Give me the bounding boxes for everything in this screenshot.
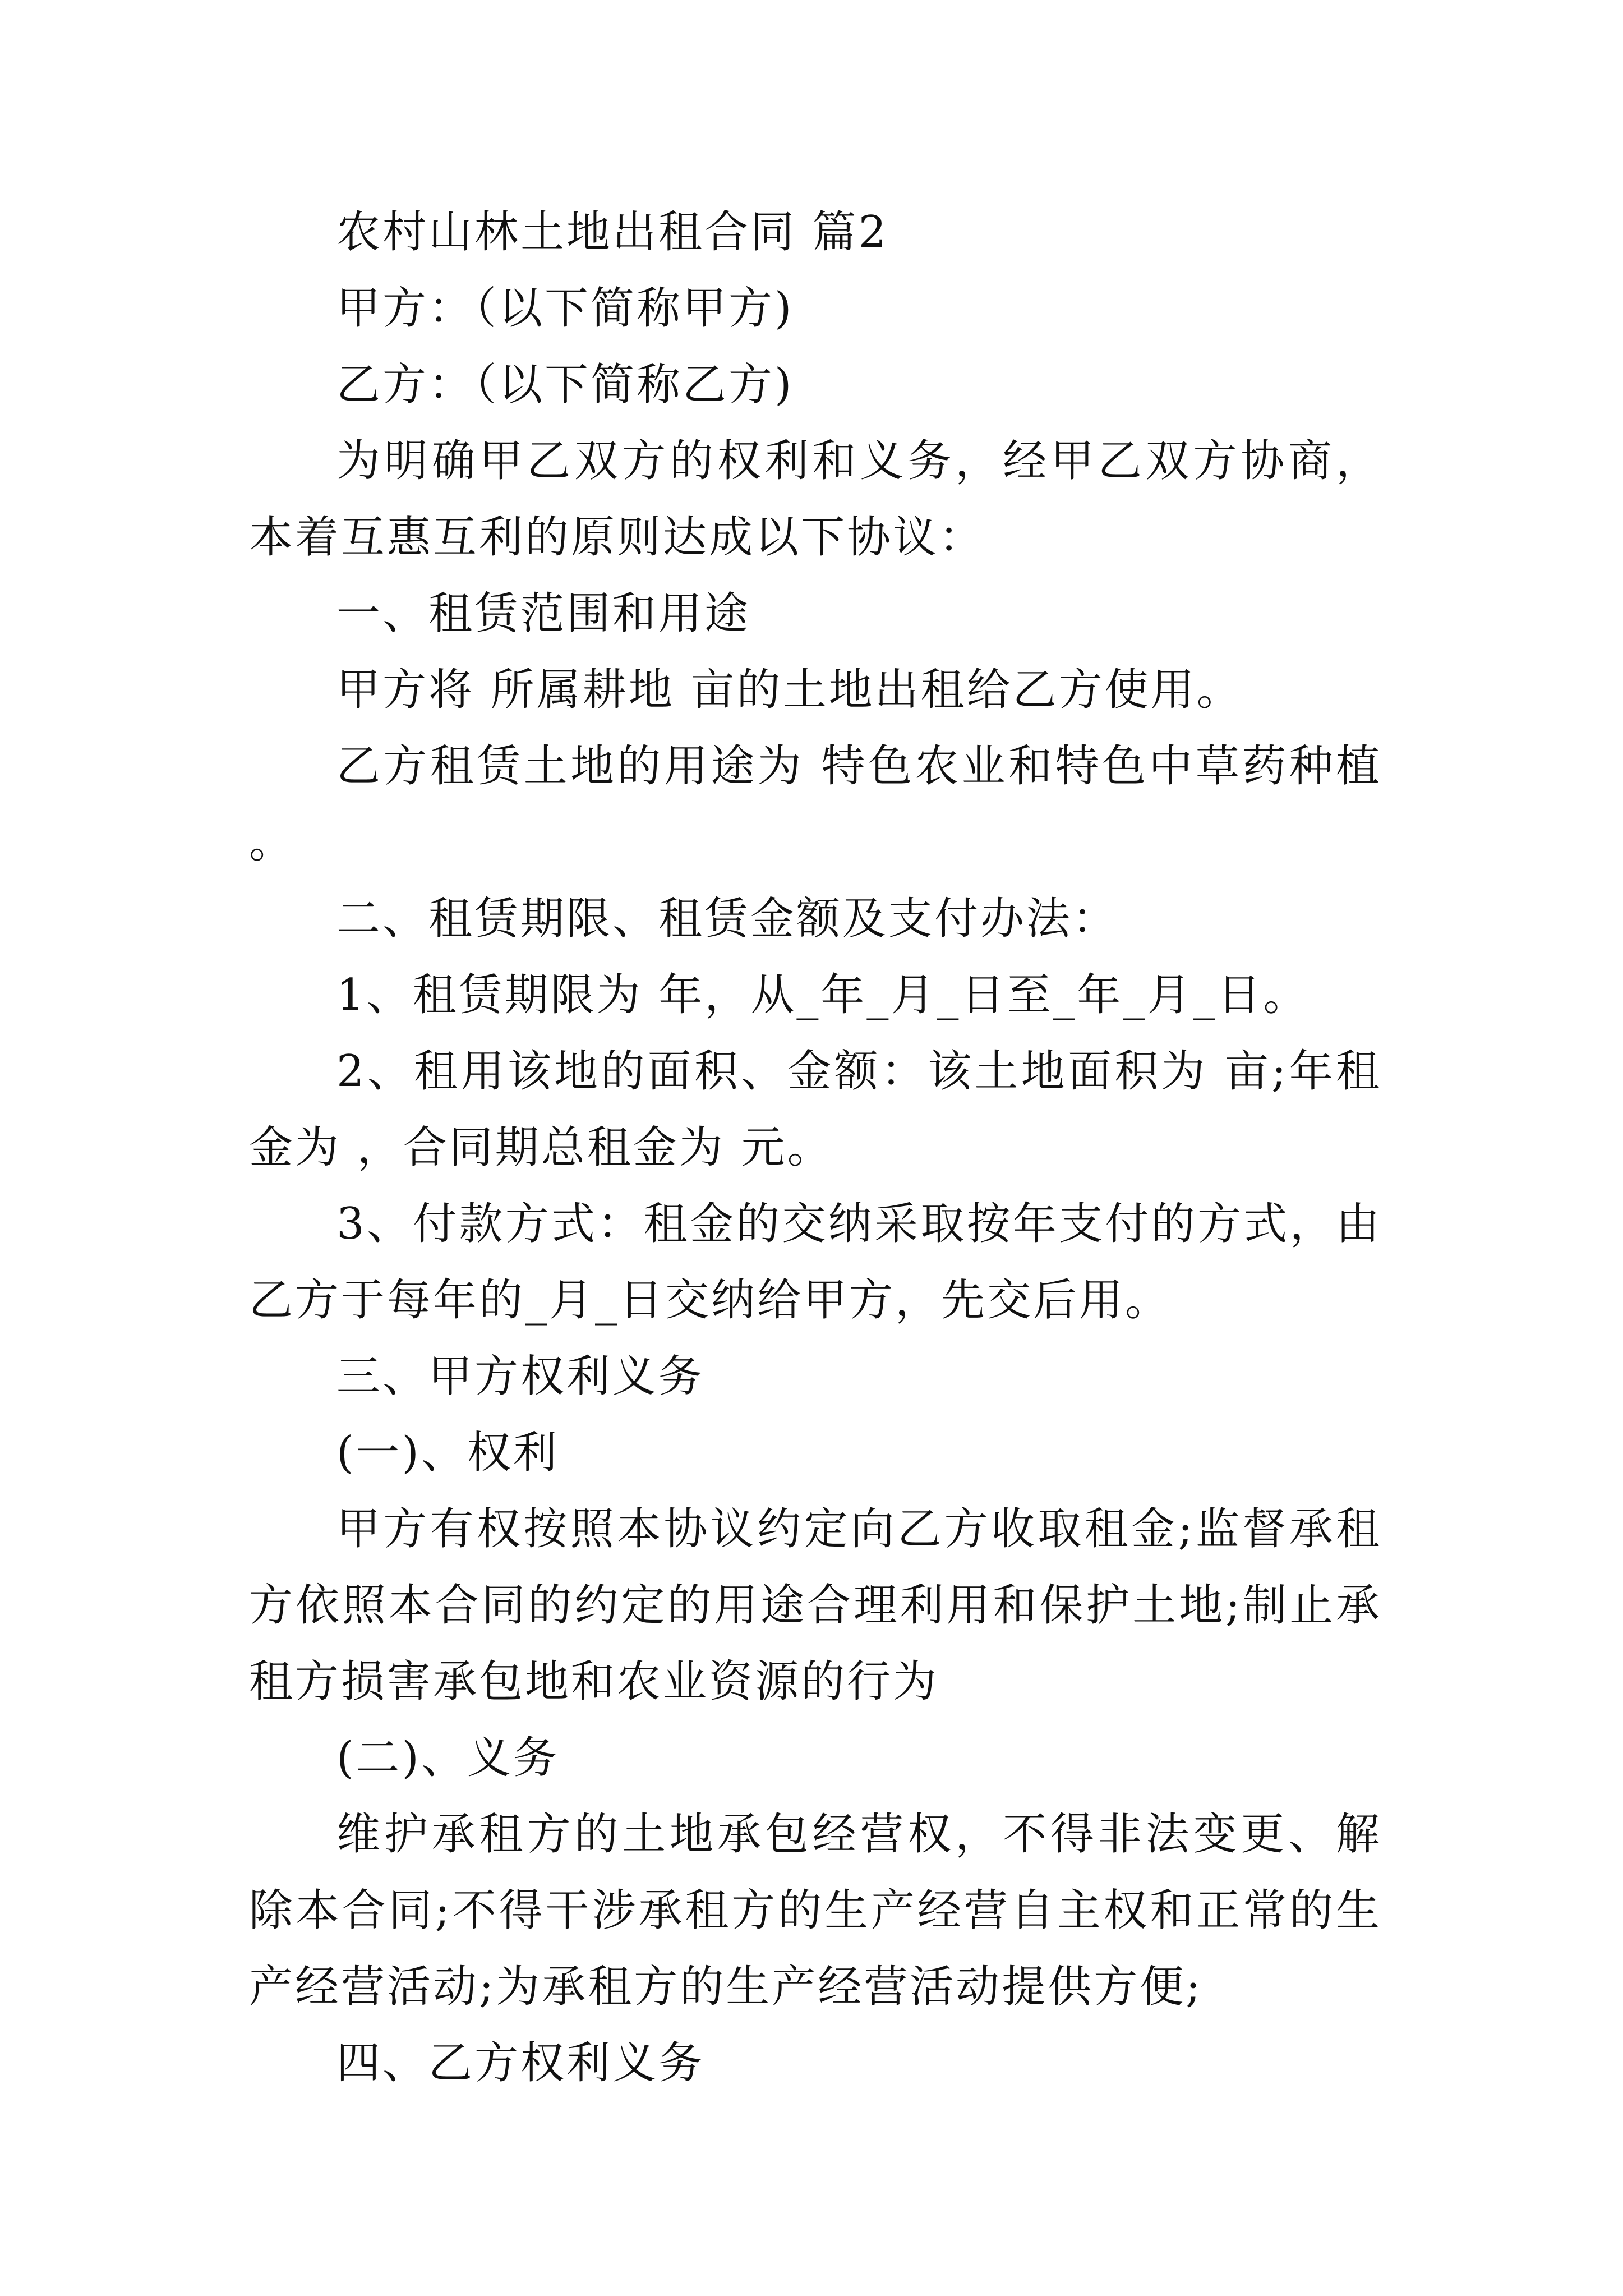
subheading-obligations: (二)、义务 — [336, 1733, 559, 1783]
party-a-line: 甲方：（以下简称甲方) — [336, 283, 794, 334]
section-heading-scope: 一、租赁范围和用途 — [336, 588, 751, 639]
paragraph-land-lease: 甲方将 所属耕地 亩的土地出租给乙方使用。 — [336, 665, 1243, 715]
clause-lease-term: 1、租赁期限为 年，从_年_月_日至_年_月_日。 — [336, 970, 1310, 1020]
paragraph-party-a-obligations: 维护承租方的土地承包经营权，不得非法变更、解除本合同;不得干涉承租方的生产经营自主权和正常的生产经营活动;为承租方的生产经营活动提供方便; — [249, 1809, 1382, 2012]
clause-area-amount: 2、租用该地的面积、金额：该土地面积为 亩;年租金为 ，合同期总租金为 元。 — [249, 1046, 1382, 1173]
document-title: 农村山林土地出租合同 篇2 — [336, 207, 889, 257]
preamble-paragraph: 为明确甲乙双方的权利和义务，经甲乙双方协商，本着互惠互利的原则达成以下协议： — [249, 436, 1382, 563]
section-heading-term-payment: 二、租赁期限、租赁金额及支付办法： — [336, 894, 1119, 944]
section-heading-party-b: 四、乙方权利义务 — [336, 2038, 705, 2088]
paragraph-land-use: 乙方租赁土地的用途为 特色农业和特色中草药种植 。 — [249, 741, 1398, 868]
section-heading-party-a: 三、甲方权利义务 — [336, 1351, 705, 1402]
clause-payment-method: 3、付款方式：租金的交纳采取按年支付的方式，由乙方于每年的_月_日交纳给甲方，先交后用。 — [249, 1199, 1382, 1326]
subheading-rights: (一)、权利 — [336, 1428, 559, 1478]
document-body — [249, 194, 1398, 2101]
party-b-line: 乙方：（以下简称乙方) — [336, 360, 794, 410]
paragraph-party-a-rights: 甲方有权按照本协议约定向乙方收取租金;监督承租方依照本合同的约定的用途合理利用和保护土地;制止承租方损害承包地和农业资源的行为 — [249, 1504, 1382, 1707]
